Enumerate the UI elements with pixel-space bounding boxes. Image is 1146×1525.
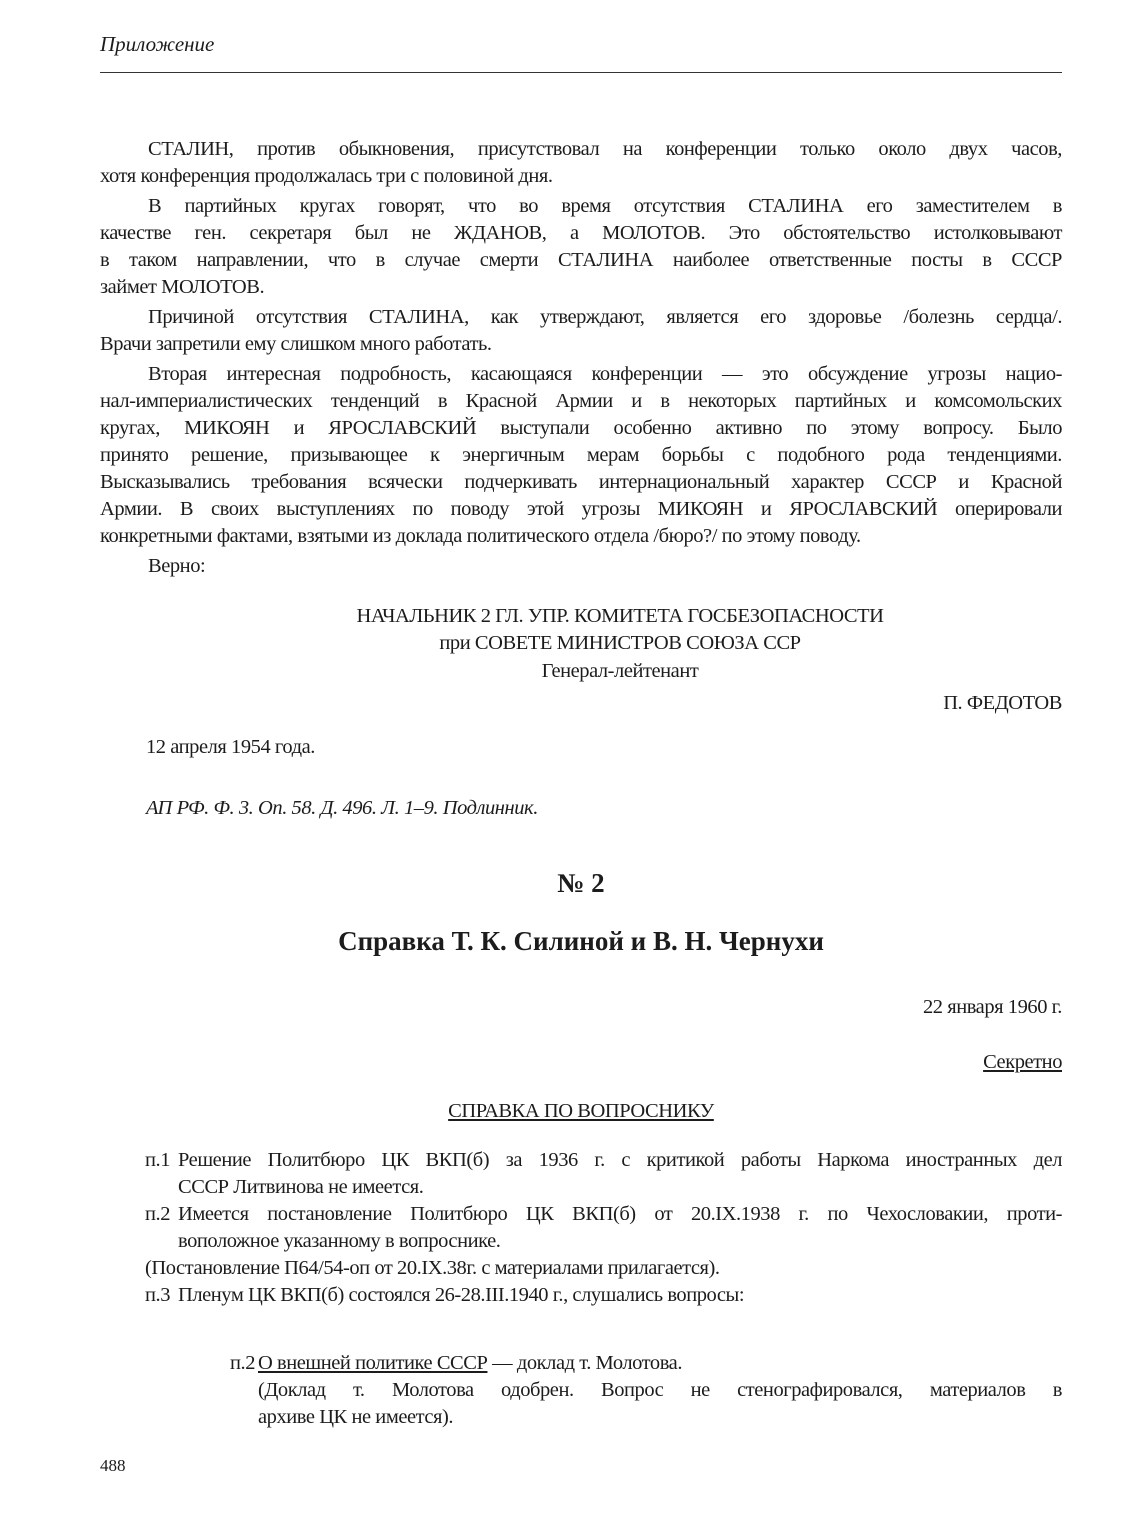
text-line: архиве ЦК не имеется). <box>258 1406 454 1428</box>
signature-title: НАЧАЛЬНИК 2 ГЛ. УПР. КОМИТЕТА ГОСБЕЗОПАСНОСТИ <box>356 605 884 627</box>
item <box>145 1147 1062 1201</box>
section-heading: СПРАВКА ПО ВОПРОСНИКУ <box>448 1100 714 1122</box>
paragraph <box>100 136 1062 190</box>
document-date: 22 января 1960 г. <box>922 996 1062 1018</box>
archive-source: АП РФ. Ф. 3. Оп. 58. Д. 496. Л. 1–9. Подлинник. <box>146 797 538 819</box>
topic-rest: — доклад т. Молотова. <box>487 1352 682 1374</box>
paragraph <box>100 361 1062 550</box>
classification-mark: Секретно <box>983 1051 1062 1073</box>
text-line: Врачи запретили ему слишком много работать. <box>100 333 492 355</box>
item-label: п.1 <box>145 1149 170 1171</box>
questionnaire-items <box>145 1147 1062 1309</box>
text-line: воположное указанному в вопроснике. <box>178 1230 501 1252</box>
topic: О внешней политике СССР <box>258 1352 488 1374</box>
text-line: Высказывались требования всячески подчеркивать интернациональный характер СССР и Красной <box>100 471 1062 493</box>
text-line: конкретными фактами, взятыми из доклада политического отдела /бюро?/ по этому поводу. <box>100 525 861 547</box>
item <box>145 1201 1062 1255</box>
item <box>145 1282 1062 1309</box>
text-line: в таком направлении, что в случае смерти СТАЛИНА наиболее ответственные посты в СССР <box>100 249 1062 271</box>
text-line: Армии. В своих выступлениях по поводу этой угрозы МИКОЯН и ЯРОСЛАВСКИЙ оперировали <box>100 498 1062 520</box>
item-label: п.3 <box>145 1284 170 1306</box>
paragraph <box>100 193 1062 301</box>
text-line: В партийных кругах говорят, что во время отсутствия СТАЛИНА его заместителем в <box>148 195 1062 217</box>
text-line: Причиной отсутствия СТАЛИНА, как утверждают, является его здоровье /болезнь сердца/. <box>148 306 1062 328</box>
text-line: хотя конференция продолжалась три с половиной дня. <box>100 165 553 187</box>
text-line: займет МОЛОТОВ. <box>100 276 265 298</box>
text-line: СТАЛИН, против обыкновения, присутствовал на конференции только около двух часов, <box>148 138 1062 160</box>
text-line: (Постановление П64/54-оп от 20.IX.38г. с материалами прилагается). <box>145 1257 720 1279</box>
signature-org: при СОВЕТЕ МИНИСТРОВ СОЮЗА ССР <box>439 632 801 654</box>
verified-label: Верно: <box>148 555 206 577</box>
text-line: (Доклад т. Молотова одобрен. Вопрос не стенографировался, материалов в <box>258 1379 1062 1401</box>
item-label: п.2 <box>145 1203 170 1225</box>
text-line: принято решение, призывающее к энергичным мерам борьбы с подобного рода тенденциями. <box>100 444 1062 466</box>
document-number: № 2 <box>557 868 605 898</box>
signature-rank: Генерал-лейтенант <box>541 660 699 682</box>
text-line: кругах, МИКОЯН и ЯРОСЛАВСКИЙ выступали особенно активно по этому вопросу. Было <box>100 417 1062 439</box>
text-line: Вторая интересная подробность, касающаяся конференции — это обсуждение угрозы нацио- <box>148 363 1062 385</box>
report-date: 12 апреля 1954 года. <box>146 736 315 758</box>
text-line: СССР Литвинова не имеется. <box>178 1176 424 1198</box>
running-head: Приложение <box>100 32 215 56</box>
text-line: Имеется постановление Политбюро ЦК ВКП(б) от 20.IX.1938 г. по Чехословакии, проти- <box>178 1203 1062 1225</box>
header-rule <box>100 72 1062 73</box>
page-number: 488 <box>100 1456 126 1475</box>
text-line: нал-империалистических тенденций в Красной Армии и в некоторых партийных и комсомольских <box>100 390 1062 412</box>
text-line: Решение Политбюро ЦК ВКП(б) за 1936 г. с критикой работы Наркома иностранных дел <box>178 1149 1062 1171</box>
document-title: Справка Т. К. Силиной и В. Н. Чернухи <box>338 926 824 956</box>
signature-name: П. ФЕДОТОВ <box>943 692 1062 714</box>
text-line: Пленум ЦК ВКП(б) состоялся 26-28.III.1940 г., слушались вопросы: <box>178 1284 745 1306</box>
text-line: качестве ген. секретаря был не ЖДАНОВ, а МОЛОТОВ. Это обстоятельство истолковывают <box>100 222 1062 244</box>
sub-item <box>230 1350 1062 1431</box>
item-label: п.2 <box>230 1352 255 1374</box>
paragraph <box>100 304 1062 358</box>
report-body <box>100 136 1062 580</box>
